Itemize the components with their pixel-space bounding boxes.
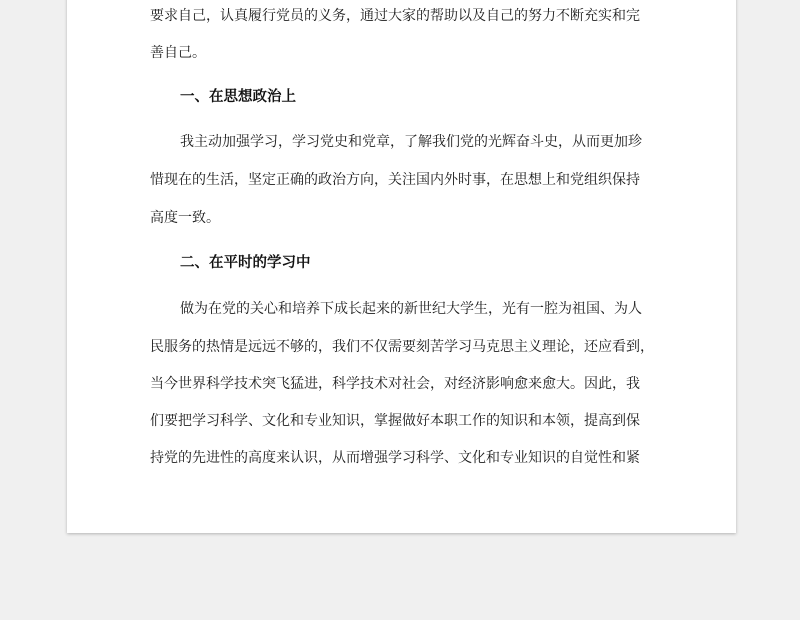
section-heading-study: 二、在平时的学习中 <box>180 255 311 271</box>
section2-line-3: 当今世界科学技术突飞猛进，科学技术对社会，对经济影响愈来愈大。因此，我 <box>150 376 640 392</box>
section1-line-2: 惜现在的生活，坚定正确的政治方向，关注国内外时事，在思想上和党组织保持 <box>150 172 640 188</box>
section1-line-3: 高度一致。 <box>150 210 220 226</box>
section2-line-4: 们要把学习科学、文化和专业知识，掌握做好本职工作的知识和本领，提高到保 <box>150 413 640 429</box>
section2-line-2: 民服务的热情是远远不够的，我们不仅需要刻苦学习马克思主义理论，还应看到， <box>150 339 654 355</box>
section2-line-1: 做为在党的关心和培养下成长起来的新世纪大学生，光有一腔为祖国、为人 <box>180 301 642 317</box>
section-heading-politics: 一、在思想政治上 <box>180 89 296 105</box>
intro-line-3: 善自己。 <box>150 45 206 61</box>
section1-line-1: 我主动加强学习，学习党史和党章，了解我们党的光辉奋斗史，从而更加珍 <box>180 134 642 150</box>
document-page <box>67 0 736 533</box>
section2-line-5: 持党的先进性的高度来认识，从而增强学习科学、文化和专业知识的自觉性和紧 <box>150 450 640 466</box>
intro-line-2: 要求自己，认真履行党员的义务，通过大家的帮助以及自己的努力不断充实和完 <box>150 8 640 24</box>
